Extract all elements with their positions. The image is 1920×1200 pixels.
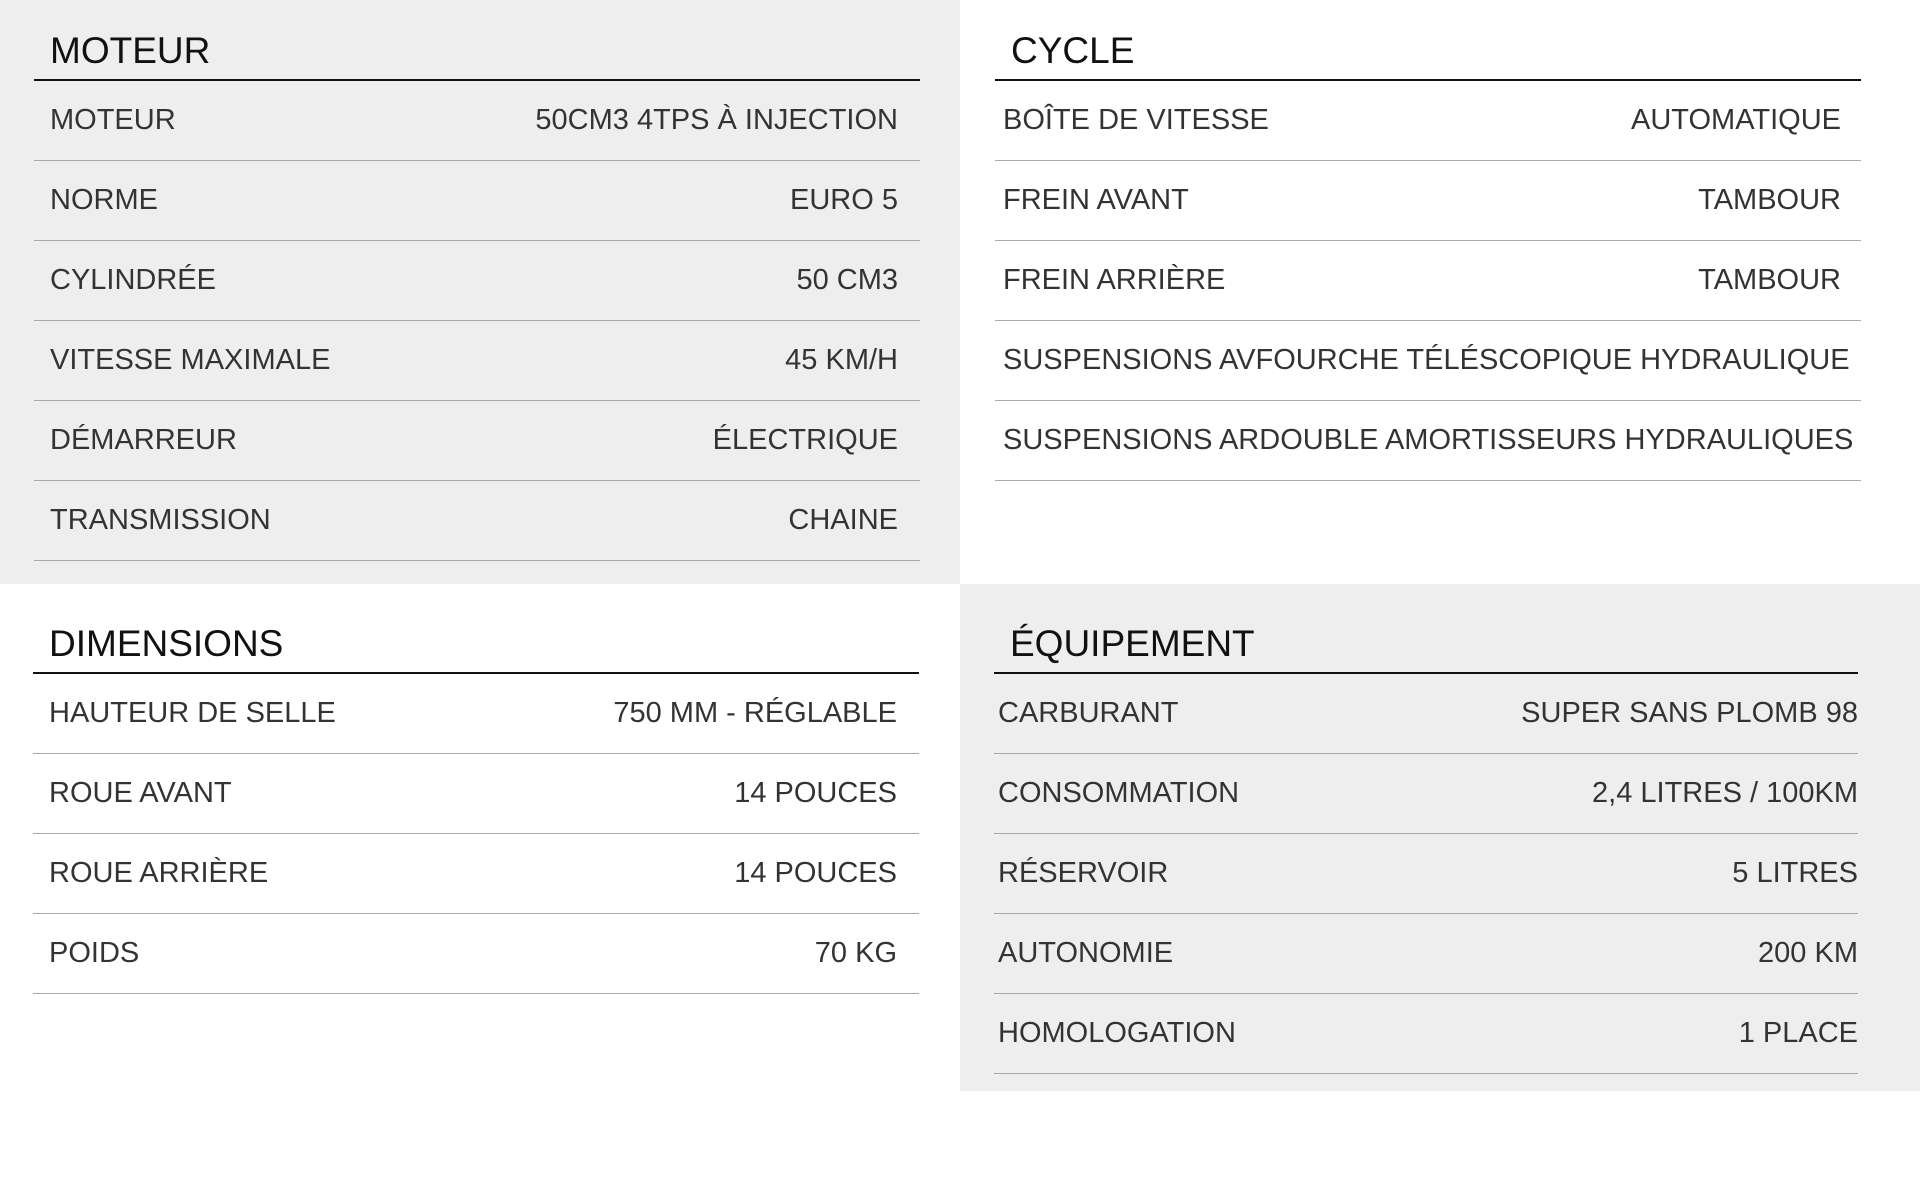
spec-row-suspensions-ar xyxy=(995,401,1861,481)
spec-row-demarreur xyxy=(34,401,920,481)
spec-value: 200 KM xyxy=(1758,937,1858,969)
spec-row-suspensions-av xyxy=(995,321,1861,401)
spec-row-boite-de-vitesse xyxy=(995,81,1861,161)
spec-label: TRANSMISSION xyxy=(50,504,271,536)
spec-label: MOTEUR xyxy=(50,104,176,136)
spec-value: 5 LITRES xyxy=(1732,857,1858,889)
spec-label: BOÎTE DE VITESSE xyxy=(1003,104,1269,136)
spec-value: 45 KM/H xyxy=(785,344,898,376)
spec-label: ROUE ARRIÈRE xyxy=(49,857,269,889)
spec-value: SUPER SANS PLOMB 98 xyxy=(1521,697,1858,729)
spec-label: DÉMARREUR xyxy=(50,424,237,456)
spec-row-carburant xyxy=(994,674,1858,754)
spec-value: 14 POUCES xyxy=(734,857,897,889)
spec-value: 70 KG xyxy=(814,937,897,969)
spec-value: 50CM3 4TPS À INJECTION xyxy=(535,104,898,136)
section-title-moteur: MOTEUR xyxy=(34,14,920,81)
section-title-equipement: ÉQUIPEMENT xyxy=(994,607,1858,674)
spec-row-hauteur-de-selle xyxy=(33,674,919,754)
spec-row-poids xyxy=(33,914,919,994)
spec-value: CHAINE xyxy=(788,504,898,536)
spec-label: CARBURANT xyxy=(998,697,1179,729)
spec-row-frein-arriere xyxy=(995,241,1861,321)
spec-row-consommation xyxy=(994,754,1858,834)
spec-value: ÉLECTRIQUE xyxy=(712,424,898,456)
spec-value: TAMBOUR xyxy=(1698,264,1841,296)
spec-row-norme xyxy=(34,161,920,241)
spec-row-roue-avant xyxy=(33,754,919,834)
spec-row-frein-avant xyxy=(995,161,1861,241)
spec-label: RÉSERVOIR xyxy=(998,857,1169,889)
section-moteur xyxy=(34,14,920,561)
spec-row-roue-arriere xyxy=(33,834,919,914)
spec-value: DOUBLE AMORTISSEURS HYDRAULIQUES xyxy=(1259,424,1854,456)
spec-label: VITESSE MAXIMALE xyxy=(50,344,331,376)
spec-row-cylindree xyxy=(34,241,920,321)
spec-label: HAUTEUR DE SELLE xyxy=(49,697,336,729)
spec-label: POIDS xyxy=(49,937,140,969)
spec-row-homologation xyxy=(994,994,1858,1074)
spec-label: FREIN ARRIÈRE xyxy=(1003,264,1226,296)
spec-row-vitesse-maximale xyxy=(34,321,920,401)
spec-value: 14 POUCES xyxy=(734,777,897,809)
spec-label: SUSPENSIONS AV xyxy=(1003,344,1256,376)
spec-label: NORME xyxy=(50,184,158,216)
spec-row-reservoir xyxy=(994,834,1858,914)
section-cycle xyxy=(995,14,1861,481)
spec-value: 1 PLACE xyxy=(1738,1017,1858,1049)
spec-label: HOMOLOGATION xyxy=(998,1017,1236,1049)
spec-row-autonomie xyxy=(994,914,1858,994)
spec-label: AUTONOMIE xyxy=(998,937,1174,969)
spec-value: TAMBOUR xyxy=(1698,184,1841,216)
spec-value: 750 MM - RÉGLABLE xyxy=(613,697,897,729)
spec-row-moteur xyxy=(34,81,920,161)
spec-label: ROUE AVANT xyxy=(49,777,232,809)
spec-label: CYLINDRÉE xyxy=(50,264,216,296)
section-title-cycle: CYCLE xyxy=(995,14,1861,81)
spec-value: 50 CM3 xyxy=(796,264,898,296)
section-equipement xyxy=(994,607,1858,1074)
section-title-dimensions: DIMENSIONS xyxy=(33,607,919,674)
spec-value: EURO 5 xyxy=(790,184,898,216)
spec-label: SUSPENSIONS AR xyxy=(1003,424,1260,456)
spec-value: AUTOMATIQUE xyxy=(1631,104,1841,136)
spec-label: FREIN AVANT xyxy=(1003,184,1189,216)
spec-label: CONSOMMATION xyxy=(998,777,1240,809)
spec-value: FOURCHE TÉLÉSCOPIQUE HYDRAULIQUE xyxy=(1255,344,1850,376)
spec-row-transmission xyxy=(34,481,920,561)
spec-value: 2,4 LITRES / 100KM xyxy=(1592,777,1858,809)
section-dimensions xyxy=(33,607,919,994)
